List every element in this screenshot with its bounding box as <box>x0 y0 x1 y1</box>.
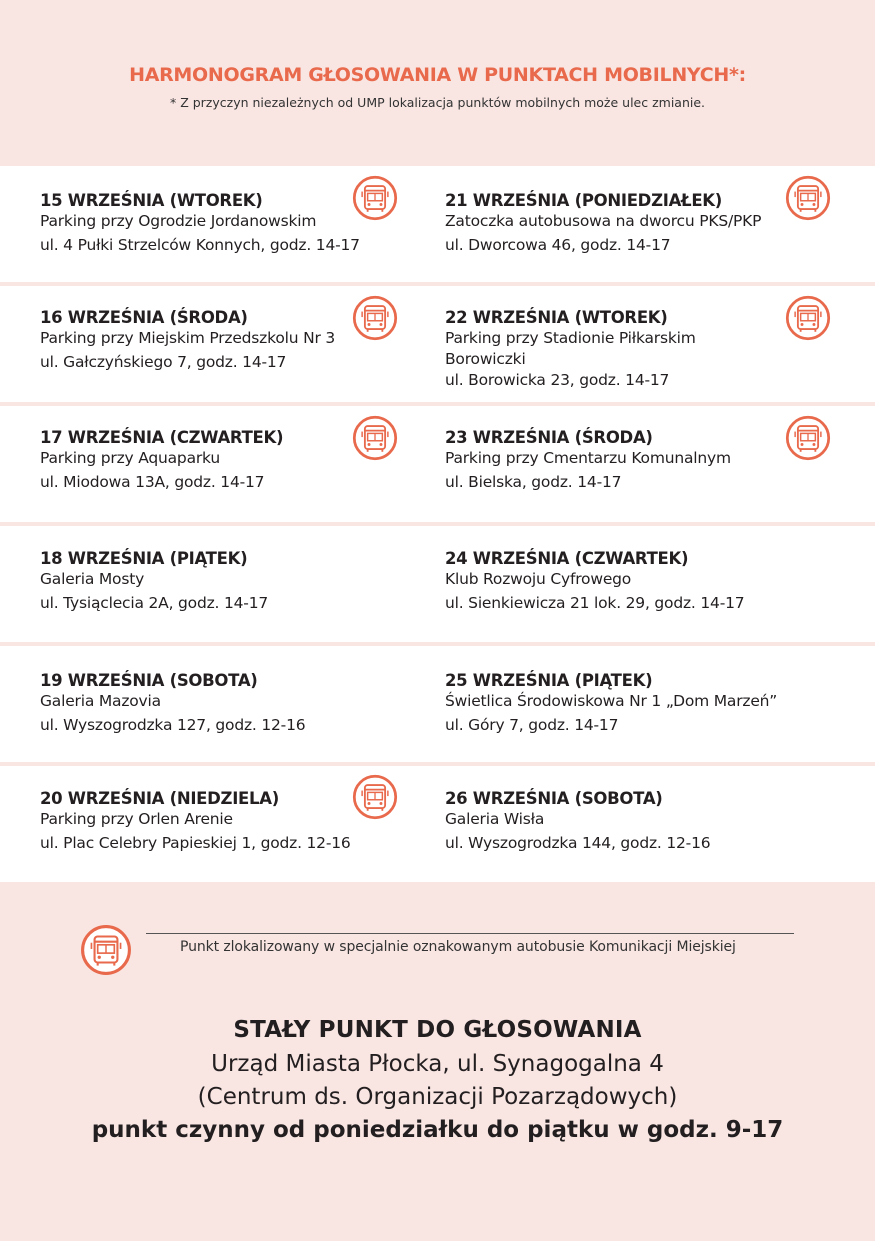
entry-place: Parking przy Aquaparku <box>40 449 220 467</box>
schedule-row <box>0 646 875 762</box>
bus-icon <box>80 924 132 976</box>
entry-date: 24 WRZEŚNIA (CZWARTEK) <box>445 549 689 568</box>
bus-icon <box>352 295 398 341</box>
schedule-row <box>0 406 875 522</box>
entry-address: ul. Tysiąclecia 2A, godz. 14-17 <box>40 594 269 612</box>
bus-icon <box>352 175 398 221</box>
entry-date: 23 WRZEŚNIA (ŚRODA) <box>445 428 653 447</box>
bus-icon <box>785 415 831 461</box>
schedule-entry <box>445 670 845 736</box>
entry-date: 25 WRZEŚNIA (PIĄTEK) <box>445 671 653 690</box>
page-header <box>0 0 875 166</box>
entry-place: Galeria Mazovia <box>40 692 161 710</box>
page-title: HARMONOGRAM GŁOSOWANIA W PUNKTACH MOBILNYCH*: <box>129 64 746 86</box>
entry-date: 15 WRZEŚNIA (WTOREK) <box>40 191 263 210</box>
entry-date: 16 WRZEŚNIA (ŚRODA) <box>40 308 248 327</box>
bus-icon <box>352 774 398 820</box>
entry-place: Galeria Wisła <box>445 810 545 828</box>
entry-place: Zatoczka autobusowa na dworcu PKS/PKP <box>445 212 762 230</box>
bus-icon <box>785 295 831 341</box>
bus-icon <box>785 175 831 221</box>
schedule-entry <box>445 788 845 854</box>
entry-address: ul. Sienkiewicza 21 lok. 29, godz. 14-17 <box>445 594 745 612</box>
entry-place: Parking przy Ogrodzie Jordanowskim <box>40 212 317 230</box>
stationary-point-venue: (Centrum ds. Organizacji Pozarządowych) <box>197 1084 678 1110</box>
entry-address: ul. Borowicka 23, godz. 14-17 <box>445 371 670 389</box>
entry-address: ul. 4 Pułki Strzelców Konnych, godz. 14-17 <box>40 236 360 254</box>
stationary-point-address: Urząd Miasta Płocka, ul. Synagogalna 4 <box>211 1051 664 1077</box>
schedule-row <box>0 766 875 882</box>
entry-date: 21 WRZEŚNIA (PONIEDZIAŁEK) <box>445 191 723 210</box>
entry-date: 19 WRZEŚNIA (SOBOTA) <box>40 671 258 690</box>
entry-address: ul. Miodowa 13A, godz. 14-17 <box>40 473 265 491</box>
entry-address: ul. Plac Celebry Papieskiej 1, godz. 12-16 <box>40 834 351 852</box>
entry-place: Świetlica Środowiskowa Nr 1 „Dom Marzeń” <box>445 692 778 710</box>
schedule-entry <box>40 670 420 736</box>
entry-address: ul. Wyszogrodzka 144, godz. 12-16 <box>445 834 711 852</box>
schedule-entry <box>445 548 845 614</box>
entry-place: Parking przy Stadionie Piłkarskim <box>445 329 696 347</box>
schedule-row <box>0 286 875 402</box>
entry-address: ul. Wyszogrodzka 127, godz. 12-16 <box>40 716 306 734</box>
stationary-point-hours: punkt czynny od poniedziałku do piątku w godz. 9-17 <box>91 1117 784 1143</box>
entry-place-continued: Borowiczki <box>445 350 526 368</box>
entry-address: ul. Góry 7, godz. 14-17 <box>445 716 619 734</box>
entry-date: 20 WRZEŚNIA (NIEDZIELA) <box>40 789 279 808</box>
stationary-point-title: STAŁY PUNKT DO GŁOSOWANIA <box>233 1017 642 1043</box>
entry-place: Parking przy Miejskim Przedszkolu Nr 3 <box>40 329 336 347</box>
entry-address: ul. Bielska, godz. 14-17 <box>445 473 622 491</box>
entry-place: Parking przy Cmentarzu Komunalnym <box>445 449 731 467</box>
entry-date: 18 WRZEŚNIA (PIĄTEK) <box>40 549 248 568</box>
schedule-row <box>0 166 875 282</box>
entry-date: 17 WRZEŚNIA (CZWARTEK) <box>40 428 284 447</box>
schedule-row <box>0 526 875 642</box>
disclaimer-note: * Z przyczyn niezależnych od UMP lokalizacja punktów mobilnych może ulec zmianie. <box>169 95 706 110</box>
entry-date: 26 WRZEŚNIA (SOBOTA) <box>445 789 663 808</box>
legend-text: Punkt zlokalizowany w specjalnie oznakowanym autobusie Komunikacji Miejskiej <box>180 939 736 955</box>
entry-address: ul. Dworcowa 46, godz. 14-17 <box>445 236 671 254</box>
entry-place: Klub Rozwoju Cyfrowego <box>445 570 632 588</box>
legend-divider <box>146 933 794 934</box>
entry-address: ul. Gałczyńskiego 7, godz. 14-17 <box>40 353 287 371</box>
schedule-entry <box>40 548 420 614</box>
entry-place: Galeria Mosty <box>40 570 145 588</box>
entry-place: Parking przy Orlen Arenie <box>40 810 233 828</box>
entry-date: 22 WRZEŚNIA (WTOREK) <box>445 308 668 327</box>
bus-icon <box>352 415 398 461</box>
